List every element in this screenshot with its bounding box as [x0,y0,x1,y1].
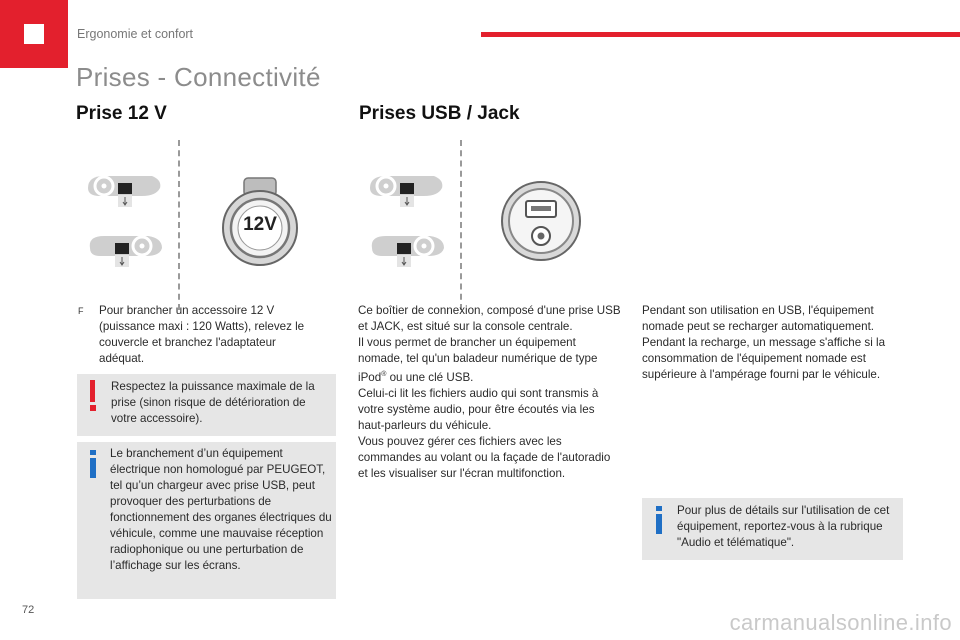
console-marker-bottom [115,243,129,254]
usb-para-device: Il vous permet de brancher un équipement nomade, tel qu'un baladeur numérique de type iPod® ou une clé USB. [358,336,598,384]
section-label: Ergonomie et confort [77,27,194,41]
console-marker-top [400,183,414,194]
chapter-marker-inner [24,24,44,44]
warning-text: Respectez la puissance maximale de la prise (sinon risque de détérioration de votre accessoire). [111,380,315,425]
heading-prises-usb-jack: Prises USB / Jack [359,103,520,124]
warning-icon [87,380,99,414]
warning-box [77,374,336,436]
info-icon [87,450,99,480]
heading-prise-12v: Prise 12 V [76,103,167,124]
separator-left [178,140,180,310]
console-marker-bottom [397,243,411,254]
info-text-left: Le branchement d’un équipement électrique non homologué par PEUGEOT, tel qu’un chargeur avec prise USB, peut provoquer des perturbations de fonctionnement des organes électriques du véhicule, comme une mauvaise réception radiophonique ou une perturbation de l’affichage sur les écrans. [110,447,332,572]
usb-para-location: Ce boîtier de connexion, composé d'une prise USB et JACK, est situé sur la console centrale. [358,304,621,333]
cabin-location-diagram-left [82,166,172,276]
usb-para-audio: Celui-ci lit les fichiers audio qui sont transmis à votre système audio, pour être écoutés via les haut-parleurs du véhicule. [358,386,599,432]
info-text-right: Pour plus de détails sur l'utilisation de cet équipement, reportez-vous à la rubrique "Audio et télématique". [677,504,890,549]
console-marker-top [118,183,132,194]
info-box-right [642,498,903,560]
page-number: 72 [22,604,35,616]
header-red-bar [481,32,960,37]
info-icon [653,506,665,536]
cabin-location-diagram-right [364,166,454,276]
instruction-12v: Pour brancher un accessoire 12 V (puissance maxi : 120 Watts), relevez le couvercle et branchez l'adaptateur adéquat. [99,304,305,365]
page-title: Prises - Connectivité [76,62,321,92]
chapter-marker [0,0,68,68]
separator-right [460,140,462,310]
usb-charging-text: Pendant son utilisation en USB, l'équipement nomade peut se recharger automatiquement. Pendant la recharge, un message s'affiche si la consommation de l'équipement nomade est supérieure à l'ampérage fourni par le véhicule. [642,304,886,381]
bullet-marker: F [78,306,84,316]
usb-jack-icon [500,180,582,262]
usb-para-controls: Vous pouvez gérer ces fichiers avec les commandes au volant ou la façade de l'autoradio et les visualiser sur l'écran multifonction. [358,434,611,480]
usb-description [358,303,623,482]
info-box-left [77,442,336,599]
watermark: carmanualsonline.info [729,610,952,635]
socket-12v-icon [220,176,300,268]
socket-label: 12V [243,214,277,235]
